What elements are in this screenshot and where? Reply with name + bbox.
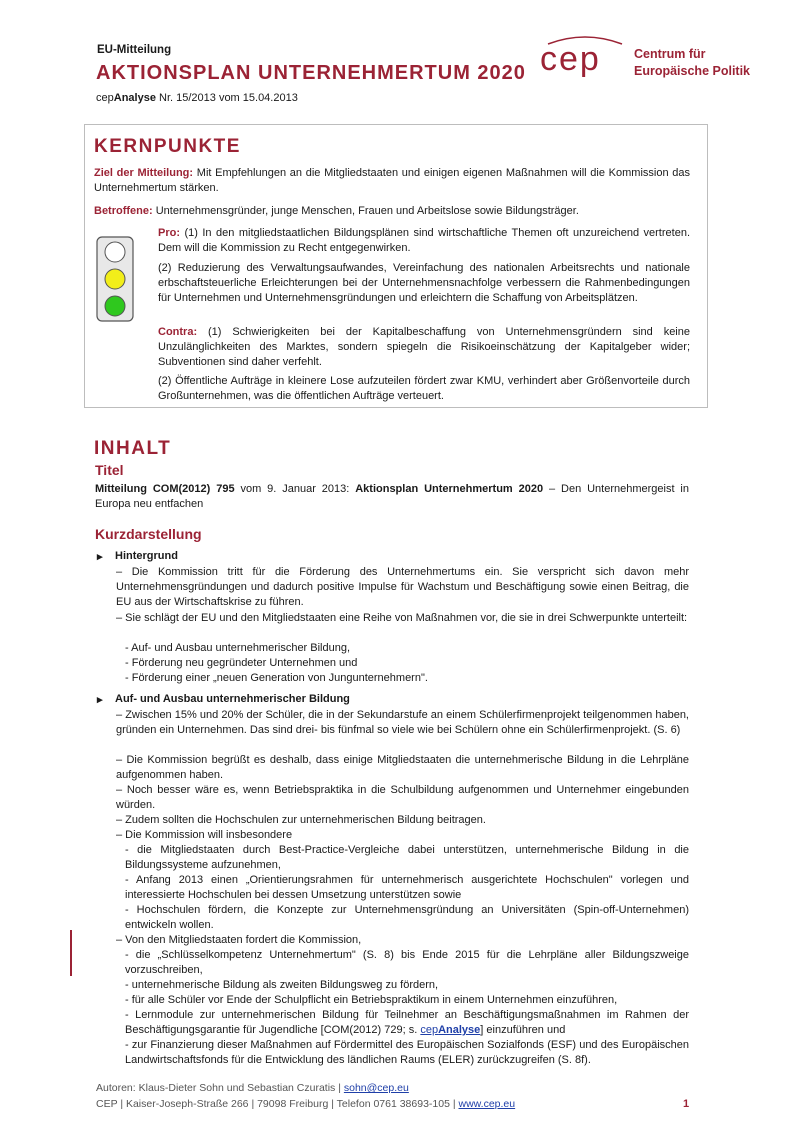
kernpunkte-heading: KERNPUNKTE	[94, 136, 241, 157]
ab-6d-text2: ] einzuführen und	[480, 1024, 566, 1036]
contra-1	[158, 325, 690, 370]
analysis-reference	[96, 92, 298, 104]
hg-2c: - Förderung einer „neuen Generation von Jungunternehmern".	[125, 672, 428, 684]
betroffene-text: Unternehmensgründer, junge Menschen, Frauen und Arbeitslose sowie Bildungsträger.	[152, 205, 579, 217]
ab-6d-text1: - Lernmodule zur unternehmerischen Bildung für Teilnehmer an Beschäftigungsmaßnahmen im Rahmen der Beschäftigungsgarantie für Jugendliche [COM(2012) 729; s.	[125, 1009, 689, 1036]
ab-5b: - Anfang 2013 einen „Orientierungsrahmen für unternehmerisch ausgerichtete Hochschulen" vorlegen und interessierte Hochschulen bei dessen Umsetzung unterstützen sowie	[125, 874, 689, 901]
footer-address	[96, 1098, 515, 1110]
logo-wordmark: cep	[540, 40, 601, 78]
ab-2: – Die Kommission begrüßt es deshalb, dass einige Mitgliedstaaten die unternehmerische Bildung in die Lehrpläne aufgenommen haben.	[116, 754, 689, 781]
ab-6a: - die „Schlüsselkompetenz Unternehmertum" (S. 8) bis Ende 2015 für die Lehrpläne aller Bildungszweige vorzuschreiben,	[125, 949, 689, 976]
betroffene-paragraph	[94, 204, 690, 219]
footer-address-text: CEP | Kaiser-Joseph-Straße 266 | 79098 Freiburg | Telefon 0761 38693-105 |	[96, 1098, 459, 1110]
ab-6c: - für alle Schüler vor Ende der Schulpflicht ein Betriebspraktikum in einem Unternehmen einzuführen,	[125, 994, 618, 1006]
contra-1-text: (1) Schwierigkeiten bei der Kapitalbeschaffung von Unternehmensgründern sind keine Unzulänglichkeiten des Marktes, sondern spiegeln die Risikoeinschätzung der Kapitalgeber wider; Subventionen sind daher verfehlt.	[158, 326, 690, 368]
logo-line1: Centrum für	[634, 47, 706, 61]
link-prefix: cep	[420, 1024, 439, 1036]
page-number: 1	[683, 1098, 690, 1110]
ref-bold: Analyse	[113, 92, 156, 104]
cep-analyse-link[interactable]	[420, 1024, 480, 1036]
pro-1-text: (1) In den mitgliedstaatlichen Bildungsplänen sind wirtschaftliche Themen oft unzureichend vertreten. Dem will die Kommission zu Recht entgegenwirken.	[158, 227, 690, 254]
footer-authors	[96, 1082, 409, 1094]
ab-6e: - zur Finanzierung dieser Maßnahmen auf Fördermittel des Europäischen Sozialfonds (ESF) und des Europäischen Landwirtschaftsfonds für die Entwicklung des ländlichen Raums (ELER) zurückzugreifen (S. 8f).	[125, 1039, 689, 1066]
pro-2: (2) Reduzierung des Verwaltungsaufwandes, Vereinfachung des nationalen Arbeitsrechts und nationale erbschaftsteuerliche Erleichterungen bei der Unternehmensnachfolge verbessern die Rahmenbedingungen für Unternehmen und Unternehmensgründungen und erleichtern die Schaffung von Arbeitsplätzen.	[158, 262, 690, 304]
ab-3: – Noch besser wäre es, wenn Betriebspraktika in die Schulbildung aufgenommen und Unternehmer eingebunden würden.	[116, 784, 689, 811]
ziel-text: Mit Empfehlungen an die Mitgliedstaaten und einigen eigenen Maßnahmen will die Kommission das Unternehmertum stärken.	[94, 167, 691, 194]
titel-b1: Mitteilung COM(2012) 795	[95, 483, 235, 495]
logo-label	[634, 46, 750, 80]
light-bottom	[105, 296, 125, 316]
ab-5c: - Hochschulen fördern, die Konzepte zur Unternehmensgründung an Universitäten (Spin-off-Unternehmen) entwickeln wollen.	[125, 904, 689, 931]
margin-marker	[70, 930, 72, 976]
footer-email-link[interactable]: sohn@cep.eu	[343, 1082, 409, 1094]
ab-6: – Von den Mitgliedstaaten fordert die Kommission,	[116, 934, 362, 946]
light-top	[105, 242, 125, 262]
ab-5a: - die Mitgliedstaaten durch Best-Practice-Vergleiche dabei unterstützen, unternehmerische Bildung in die Bildungssysteme aufzunehmen,	[125, 844, 689, 871]
ab-5: – Die Kommission will insbesondere	[116, 829, 293, 841]
titel-heading: Titel	[95, 462, 124, 478]
pro-1	[158, 226, 690, 256]
contra-2: (2) Öffentliche Aufträge in kleinere Lose aufzuteilen fördert zwar KMU, verhindert aber Größenvorteile durch Großunternehmen, was die öffentlichen Aufträge verteuert.	[158, 375, 690, 402]
titel-paragraph	[95, 482, 689, 512]
inhalt-heading: INHALT	[94, 438, 172, 459]
hg-2: – Sie schlägt der EU und den Mitgliedstaaten eine Reihe von Maßnahmen vor, die sie in drei Schwerpunkte unterteilt:	[116, 612, 688, 624]
pro-label: Pro:	[158, 227, 180, 239]
footer-web-link[interactable]: www.cep.eu	[458, 1098, 516, 1110]
ref-prefix: cep	[96, 92, 114, 104]
ab-4: – Zudem sollten die Hochschulen zur unternehmerischen Bildung beitragen.	[116, 814, 486, 826]
contra-label: Contra:	[158, 326, 198, 338]
ab-6b: - unternehmerische Bildung als zweiten Bildungsweg zu fördern,	[125, 979, 439, 991]
hg-2a: - Auf- und Ausbau unternehmerischer Bildung,	[125, 642, 351, 654]
ref-rest: Nr. 15/2013 vom 15.04.2013	[155, 92, 298, 104]
betroffene-label: Betroffene:	[94, 205, 153, 217]
titel-b2: Aktionsplan Unternehmertum 2020	[355, 483, 544, 495]
document-type: EU-Mitteilung	[97, 44, 172, 56]
link-bold: Analyse	[438, 1024, 481, 1036]
light-middle	[105, 269, 125, 289]
footer-authors-text: Autoren: Klaus-Dieter Sohn und Sebastian Czuratis |	[96, 1082, 344, 1094]
bullet-aufbau: ▸ Auf- und Ausbau unternehmerischer Bildung	[115, 693, 350, 705]
traffic-light-icon	[96, 236, 134, 322]
logo-line2: Europäische Politik	[634, 64, 751, 78]
titel-t1: vom 9. Januar 2013:	[234, 483, 356, 495]
document-title: AKTIONSPLAN UNTERNEHMERTUM 2020	[96, 62, 526, 84]
ziel-paragraph	[94, 166, 690, 196]
titel-t2: – Den Unternehmergeist in Europa neu entfachen	[95, 483, 689, 510]
ziel-label: Ziel der Mitteilung:	[94, 167, 194, 179]
ab-6d	[125, 1008, 689, 1038]
cep-logo	[540, 34, 760, 94]
ab-1: – Zwischen 15% und 20% der Schüler, die in der Sekundarstufe an einem Schülerfirmenprojekt teilgenommen haben, gründen ein Unternehmen. Das sind drei- bis fünfmal so viele wie bei Schülern ohne ein Schülerfirmenprojekt. (S. 6)	[116, 709, 689, 736]
kurzdarstellung-heading: Kurzdarstellung	[95, 526, 202, 542]
bullet-hintergrund: ▸ Hintergrund	[115, 550, 178, 562]
hg-1: – Die Kommission tritt für die Förderung des Unternehmertums ein. Sie verspricht sich davon mehr Unternehmensgründungen und dadurch positive Impulse für Wachstum und Beschäftigung sowie einen Beitrag, die EU aus der Wirtschaftskrise zu führen.	[116, 566, 689, 608]
hg-2b: - Förderung neu gegründeter Unternehmen und	[125, 657, 358, 669]
